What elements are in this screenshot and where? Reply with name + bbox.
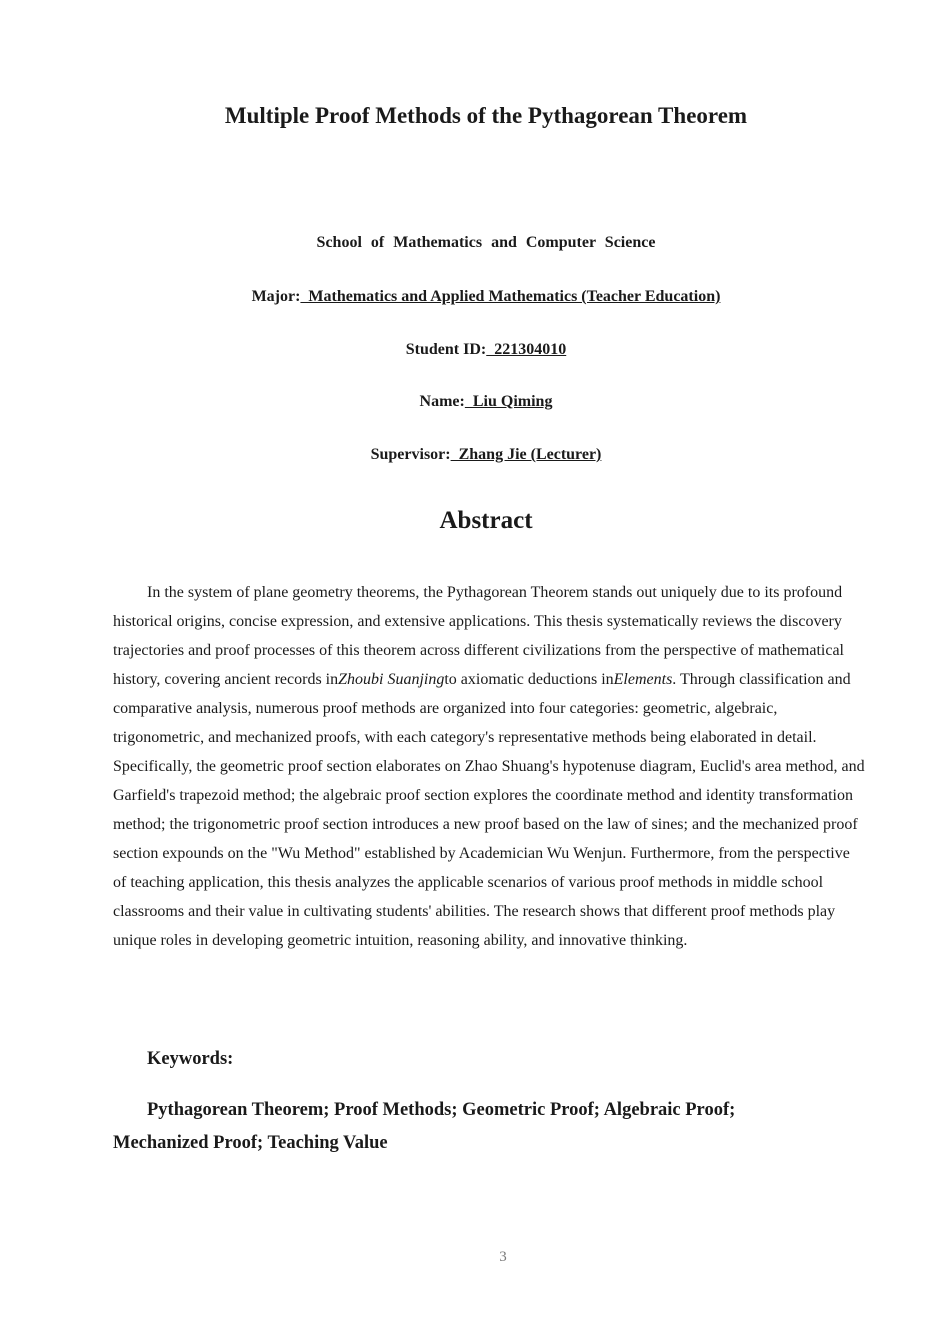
abstract-book-title-elements: Elements bbox=[613, 671, 673, 688]
keywords-label: Keywords: bbox=[147, 1049, 234, 1069]
student-id-value: 221304010 bbox=[486, 341, 567, 358]
student-name-value: Liu Qiming bbox=[464, 393, 553, 410]
abstract-text-part-3: . Through classification and comparative analysis, numerous proof methods are organized into four categories: geometric, algebraic, trigonometric, and mechanized proofs, with each category's representative methods being elaborated in detail. Specifically, the geometric proof section elaborates on Zhao Shuang's hypotenuse diagram, Euclid's area method, and Garfield's trapezoid method; the algebraic proof section explores the coordinate method and identity transformation method; the trigonometric proof section introduces a new proof based on the law of sines; and the mechanized proof section expounds on the "Wu Method" established by Academician Wu Wenjun. Furthermore, from the perspective of teaching application, this thesis analyzes the applicable scenarios of various proof methods in middle school classrooms and their value in cultivating students' abilities. The research shows that different proof methods play unique roles in developing geometric intuition, reasoning ability, and innovative thinking. bbox=[113, 671, 865, 949]
student-name-label: Name: bbox=[419, 393, 465, 410]
student-id-line bbox=[0, 339, 950, 361]
major-line bbox=[0, 286, 950, 308]
thesis-title: Multiple Proof Methods of the Pythagorean Theorem bbox=[224, 103, 748, 128]
page-number: 3 bbox=[499, 1249, 507, 1265]
abstract-heading: Abstract bbox=[439, 507, 533, 534]
supervisor-value: Zhang Jie (Lecturer) bbox=[450, 446, 602, 463]
abstract-body bbox=[113, 578, 865, 955]
keywords-text: Pythagorean Theorem; Proof Methods; Geometric Proof; Algebraic Proof; Mechanized Proof; Teaching Value bbox=[113, 1100, 736, 1153]
abstract-text-part-1: In the system of plane geometry theorems, the Pythagorean Theorem stands out uniquely due to its profound historical origins, concise expression, and extensive applications. This thesis systematically reviews the discovery trajectories and proof processes of this theorem across different civilizations from the perspective of mathematical history, covering ancient records in bbox=[113, 584, 844, 688]
supervisor-label: Supervisor: bbox=[370, 446, 451, 463]
school-name: School of Mathematics and Computer Science bbox=[316, 234, 656, 251]
major-value: Mathematics and Applied Mathematics (Teacher Education) bbox=[300, 288, 721, 305]
abstract-book-title-zhoubi: Zhoubi Suanjing bbox=[338, 671, 445, 688]
major-label: Major: bbox=[251, 288, 301, 305]
student-name-line bbox=[0, 391, 950, 413]
supervisor-line bbox=[0, 444, 950, 466]
student-id-label: Student ID: bbox=[405, 341, 487, 358]
abstract-text-part-2: to axiomatic deductions in bbox=[444, 671, 614, 688]
